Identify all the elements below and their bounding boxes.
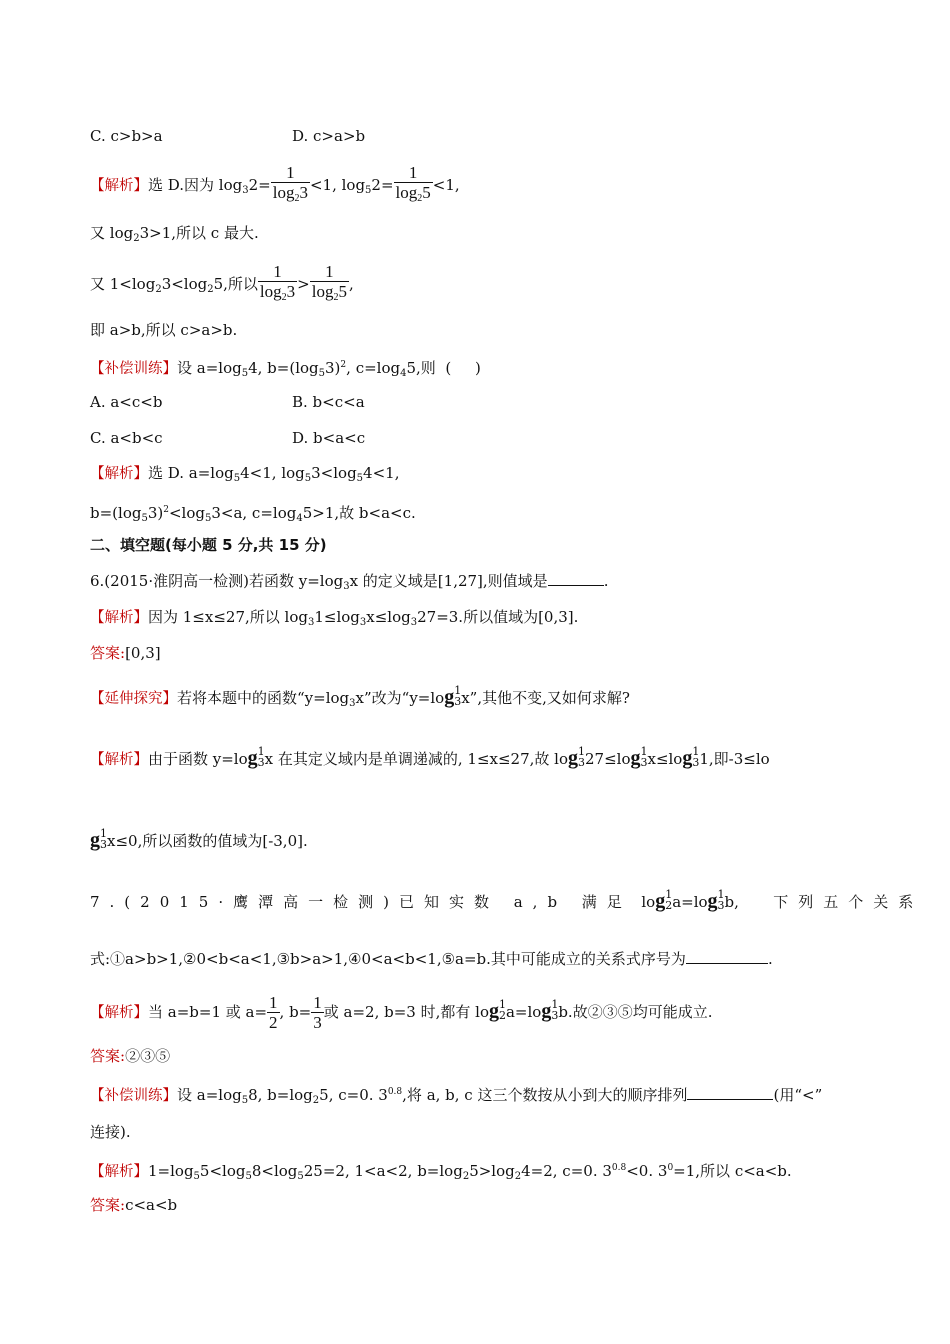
q5-solution-line2: 又 $\log_23>1$,所以 c 最大. — [90, 224, 259, 244]
q7-solution: 【解析】当 a=b=1 或 a= $\frac{1}{2}$ , b= $\frac{1}{3}$ 或 a=2, b=3 时,都有 log 1 2 a=log 1 3 b.故②③⑤均可能成立. — [90, 993, 713, 1032]
section-title: 二、填空题(每小题 5 分,共 15 分) — [90, 536, 327, 554]
q5-solution-line4: 即 a>b,所以 c>a>b. — [90, 321, 238, 339]
s1-option-a: A. a<c<b — [90, 393, 163, 411]
s1-solution-line1: 【解析】选 D. $a=\log_54<1$, $\log_53<\log_54<1$, — [90, 464, 400, 484]
extension-question: 【延伸探究】若将本题中的函数“$y=\log_3x$”改为“y=log 1 3 x”,其他不变,又如何求解? — [90, 684, 630, 709]
extension-solution-line1: 【解析】由于函数 y=log 1 3 x 在其定义域内是单调递减的, 1≤x≤27,故 log 1 3 27≤log 1 3 x≤log 1 3 1,即-3≤lo — [90, 745, 770, 769]
q7-question-line2: 式:①a>b>1,②0<b<a<1,③b>a>1,④0<a<b<1,⑤a=b.其中可能成立的关系式序号为 . — [90, 950, 773, 968]
q5-solution-line1: 【解析】选 D.因为 $\log_32=$ $\frac{1}{\log_23}$ <1, $\log_52=$ $\frac{1}{\log_25}$ <1, — [90, 163, 460, 209]
s2-solution: 【解析】$1=\log_55<\log_58<\log_525=2$, 1<a<2, $b=\log_25>\log_24=2$, c=0. $3^{0.8}<0$. $3^0=1$,所以 c<a<b. — [90, 1162, 792, 1182]
q7-question-line1: 7.(2015·鹰潭高一检测)已知实数 a,b 满足 log 1 2 a=log 1 3 b, 下列五个关系 — [90, 888, 924, 912]
q6-solution: 【解析】因为 1≤x≤27,所以 $\log_31\le\log_3x\le\log_327=3$.所以值域为[0,3]. — [90, 608, 579, 628]
q6-answer: 答案:[0,3] — [90, 644, 161, 662]
extension-solution-line2: g 1 3 x≤0,所以函数的值域为[-3,0]. — [90, 827, 308, 851]
s1-option-b: B. b<c<a — [292, 393, 365, 411]
s2-answer: 答案:c<a<b — [90, 1196, 178, 1214]
extension-tag: 【延伸探究】 — [90, 691, 177, 707]
q5-solution-line3: 又 $1<\log_23<\log_25$,所以 $\frac{1}{\log_23}$ > $\frac{1}{\log_25}$ , — [90, 262, 354, 308]
supplement-tag: 【补偿训练】 — [90, 361, 177, 377]
supplement-question-1: 【补偿训练】设 $a=\log_54$, $b=(\log_53)^2$, $c=\log_45$,则 ( ) — [90, 359, 481, 379]
s1-option-d: D. b<a<c — [292, 429, 366, 447]
s1-solution-line2: $b=(\log_53)^2<\log_53<a$, $c=\log_45>1$,故 b<a<c. — [90, 504, 416, 524]
analysis-tag: 【解析】 — [90, 178, 148, 194]
supplement-question-2: 【补偿训练】设 $a=\log_58$, $b=\log_25$, c=0. $3^{0.8}$,将 a, b, c 这三个数按从小到大的顺序排列 (用“<” — [90, 1086, 823, 1106]
q7-answer: 答案:②③⑤ — [90, 1047, 171, 1065]
supplement-question-2-line2: 连接). — [90, 1123, 131, 1141]
s1-option-c: C. a<b<c — [90, 429, 163, 447]
option-c: C. c>b>a — [90, 127, 163, 145]
q6-question: 6.(2015·淮阴高一检测)若函数 $y=\log_3x$ 的定义域是[1,27],则值域是 . — [90, 572, 609, 592]
option-d: D. c>a>b — [292, 127, 366, 145]
